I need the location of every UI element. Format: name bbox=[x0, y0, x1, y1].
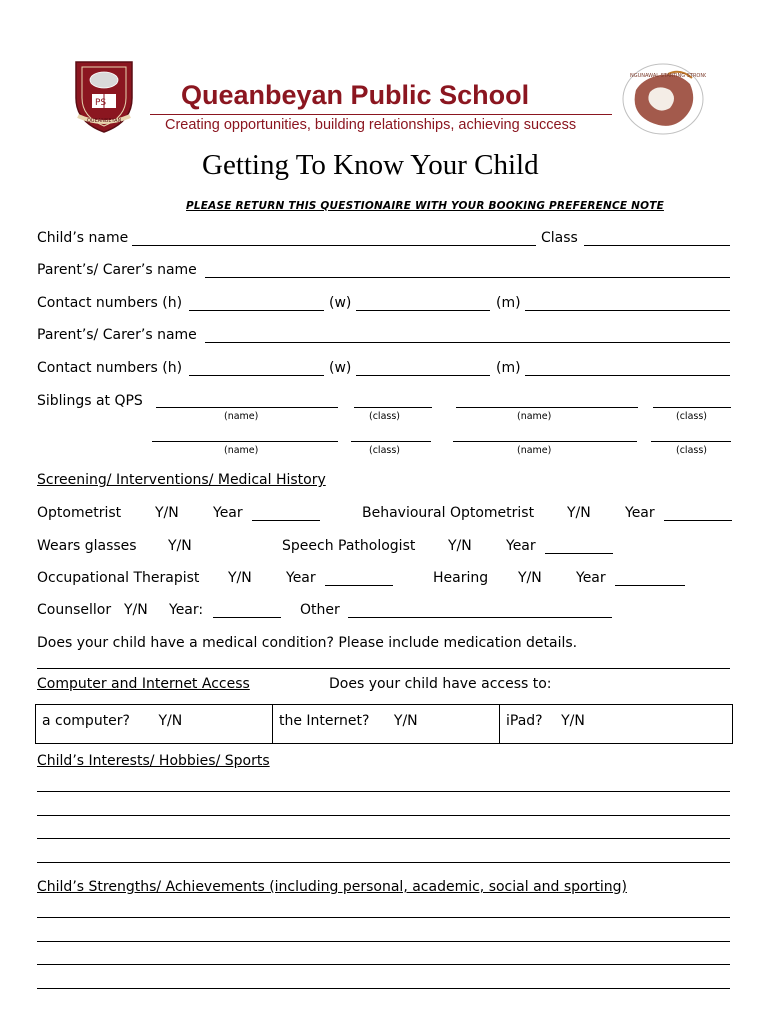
interests-line-4[interactable] bbox=[37, 862, 730, 863]
access-table bbox=[35, 704, 733, 744]
sibling-2-class-field[interactable] bbox=[653, 407, 731, 408]
parent-name-label-2: Parent’s/ Carer’s name bbox=[37, 327, 197, 343]
hearing-label: Hearing bbox=[433, 570, 489, 586]
hearing-year-field[interactable] bbox=[615, 585, 685, 586]
interests-line-1[interactable] bbox=[37, 791, 730, 792]
strengths-line-4[interactable] bbox=[37, 988, 730, 989]
interests-line-3[interactable] bbox=[37, 838, 730, 839]
sibling-1-name-field[interactable] bbox=[156, 407, 338, 408]
ipad-label: iPad? bbox=[506, 713, 543, 729]
screening-heading: Screening/ Interventions/ Medical History bbox=[37, 472, 326, 488]
strengths-heading: Child’s Strengths/ Achievements (including personal, academic, social and sporting) bbox=[37, 879, 627, 895]
contact-m-label-1: (m) bbox=[496, 295, 521, 311]
internet-yn[interactable]: Y/N bbox=[393, 713, 418, 729]
interests-heading: Child’s Interests/ Hobbies/ Sports bbox=[37, 753, 270, 769]
sibling-1-class-caption: (class) bbox=[369, 411, 400, 422]
badge-text: NGUNAWAL STARTING STRONG bbox=[630, 73, 706, 79]
medical-answer-line[interactable] bbox=[37, 668, 730, 669]
strengths-line-2[interactable] bbox=[37, 941, 730, 942]
school-name: Queanbeyan Public School bbox=[181, 80, 530, 110]
sibling-3-class-field[interactable] bbox=[351, 441, 431, 442]
right-badge bbox=[620, 62, 706, 136]
occupational-therapist-label: Occupational Therapist bbox=[37, 570, 200, 586]
computer-yn[interactable]: Y/N bbox=[158, 713, 183, 729]
contact-w-label-1: (w) bbox=[329, 295, 352, 311]
hearing-year-label: Year bbox=[576, 570, 606, 586]
interests-line-2[interactable] bbox=[37, 815, 730, 816]
occupational-therapist-year-label: Year bbox=[286, 570, 316, 586]
contact-h-label-1: Contact numbers (h) bbox=[37, 295, 183, 311]
siblings-label: Siblings at QPS bbox=[37, 393, 143, 409]
childs-name-field[interactable] bbox=[132, 245, 536, 246]
optometrist-label: Optometrist bbox=[37, 505, 122, 521]
sibling-1-name-caption: (name) bbox=[224, 411, 259, 422]
counsellor-year-field[interactable] bbox=[213, 617, 281, 618]
return-note: PLEASE RETURN THIS QUESTIONAIRE WITH YOUR BOOKING PREFERENCE NOTE bbox=[186, 200, 664, 212]
header-rule bbox=[150, 114, 612, 115]
counsellor-year-label: Year: bbox=[169, 602, 204, 618]
computer-question: Does your child have access to: bbox=[329, 676, 552, 692]
parent-name-field-1[interactable] bbox=[205, 277, 730, 278]
crest-initials: PS bbox=[95, 98, 107, 108]
school-tagline: Creating opportunities, building relationships, achieving success bbox=[165, 117, 577, 133]
computer-cell bbox=[36, 705, 273, 744]
other-field[interactable] bbox=[348, 617, 612, 618]
medical-question: Does your child have a medical condition? Please include medication details. bbox=[37, 635, 578, 651]
counsellor-label: Counsellor bbox=[37, 602, 112, 618]
sibling-4-class-caption: (class) bbox=[676, 445, 707, 456]
class-field[interactable] bbox=[584, 245, 730, 246]
speech-pathologist-year-field[interactable] bbox=[545, 553, 613, 554]
contact-h-field-2[interactable] bbox=[189, 375, 324, 376]
sibling-2-name-caption: (name) bbox=[517, 411, 552, 422]
counsellor-yn[interactable]: Y/N bbox=[124, 602, 148, 618]
school-crest bbox=[70, 58, 138, 134]
hearing-yn[interactable]: Y/N bbox=[518, 570, 542, 586]
speech-pathologist-label: Speech Pathologist bbox=[282, 538, 416, 554]
form-title: Getting To Know Your Child bbox=[202, 149, 539, 181]
behavioural-optometrist-year-field[interactable] bbox=[664, 520, 732, 521]
class-label: Class bbox=[541, 230, 578, 246]
ipad-cell bbox=[500, 705, 733, 744]
behavioural-optometrist-year-label: Year bbox=[625, 505, 655, 521]
sibling-2-class-caption: (class) bbox=[676, 411, 707, 422]
optometrist-year-field[interactable] bbox=[252, 520, 320, 521]
crest-motto: QUEANBEYAN bbox=[87, 118, 122, 124]
speech-pathologist-yn[interactable]: Y/N bbox=[448, 538, 472, 554]
sibling-2-name-field[interactable] bbox=[456, 407, 638, 408]
ipad-yn[interactable]: Y/N bbox=[561, 713, 585, 729]
parent-name-field-2[interactable] bbox=[205, 342, 730, 343]
occupational-therapist-yn[interactable]: Y/N bbox=[228, 570, 252, 586]
wears-glasses-label: Wears glasses bbox=[37, 538, 137, 554]
internet-cell bbox=[273, 705, 500, 744]
computer-label: a computer? bbox=[42, 713, 130, 729]
sibling-4-name-caption: (name) bbox=[517, 445, 552, 456]
childs-name-label: Child’s name bbox=[37, 230, 129, 246]
other-label: Other bbox=[300, 602, 340, 618]
sibling-4-class-field[interactable] bbox=[651, 441, 731, 442]
contact-m-field-1[interactable] bbox=[525, 310, 730, 311]
contact-m-label-2: (m) bbox=[496, 360, 521, 376]
sibling-1-class-field[interactable] bbox=[354, 407, 432, 408]
parent-name-label-1: Parent’s/ Carer’s name bbox=[37, 262, 197, 278]
speech-pathologist-year-label: Year bbox=[506, 538, 536, 554]
behavioural-optometrist-label: Behavioural Optometrist bbox=[362, 505, 535, 521]
contact-m-field-2[interactable] bbox=[525, 375, 730, 376]
sibling-3-name-field[interactable] bbox=[152, 441, 338, 442]
occupational-therapist-year-field[interactable] bbox=[325, 585, 393, 586]
contact-w-field-2[interactable] bbox=[356, 375, 490, 376]
contact-h-field-1[interactable] bbox=[189, 310, 324, 311]
strengths-line-3[interactable] bbox=[37, 964, 730, 965]
wears-glasses-yn[interactable]: Y/N bbox=[168, 538, 192, 554]
contact-w-label-2: (w) bbox=[329, 360, 352, 376]
behavioural-optometrist-yn[interactable]: Y/N bbox=[567, 505, 591, 521]
sibling-4-name-field[interactable] bbox=[453, 441, 637, 442]
optometrist-year-label: Year bbox=[213, 505, 243, 521]
internet-label: the Internet? bbox=[279, 713, 370, 729]
sibling-3-name-caption: (name) bbox=[224, 445, 259, 456]
strengths-line-1[interactable] bbox=[37, 917, 730, 918]
computer-heading: Computer and Internet Access bbox=[37, 676, 250, 692]
sibling-3-class-caption: (class) bbox=[369, 445, 400, 456]
optometrist-yn[interactable]: Y/N bbox=[155, 505, 179, 521]
contact-h-label-2: Contact numbers (h) bbox=[37, 360, 183, 376]
contact-w-field-1[interactable] bbox=[356, 310, 490, 311]
